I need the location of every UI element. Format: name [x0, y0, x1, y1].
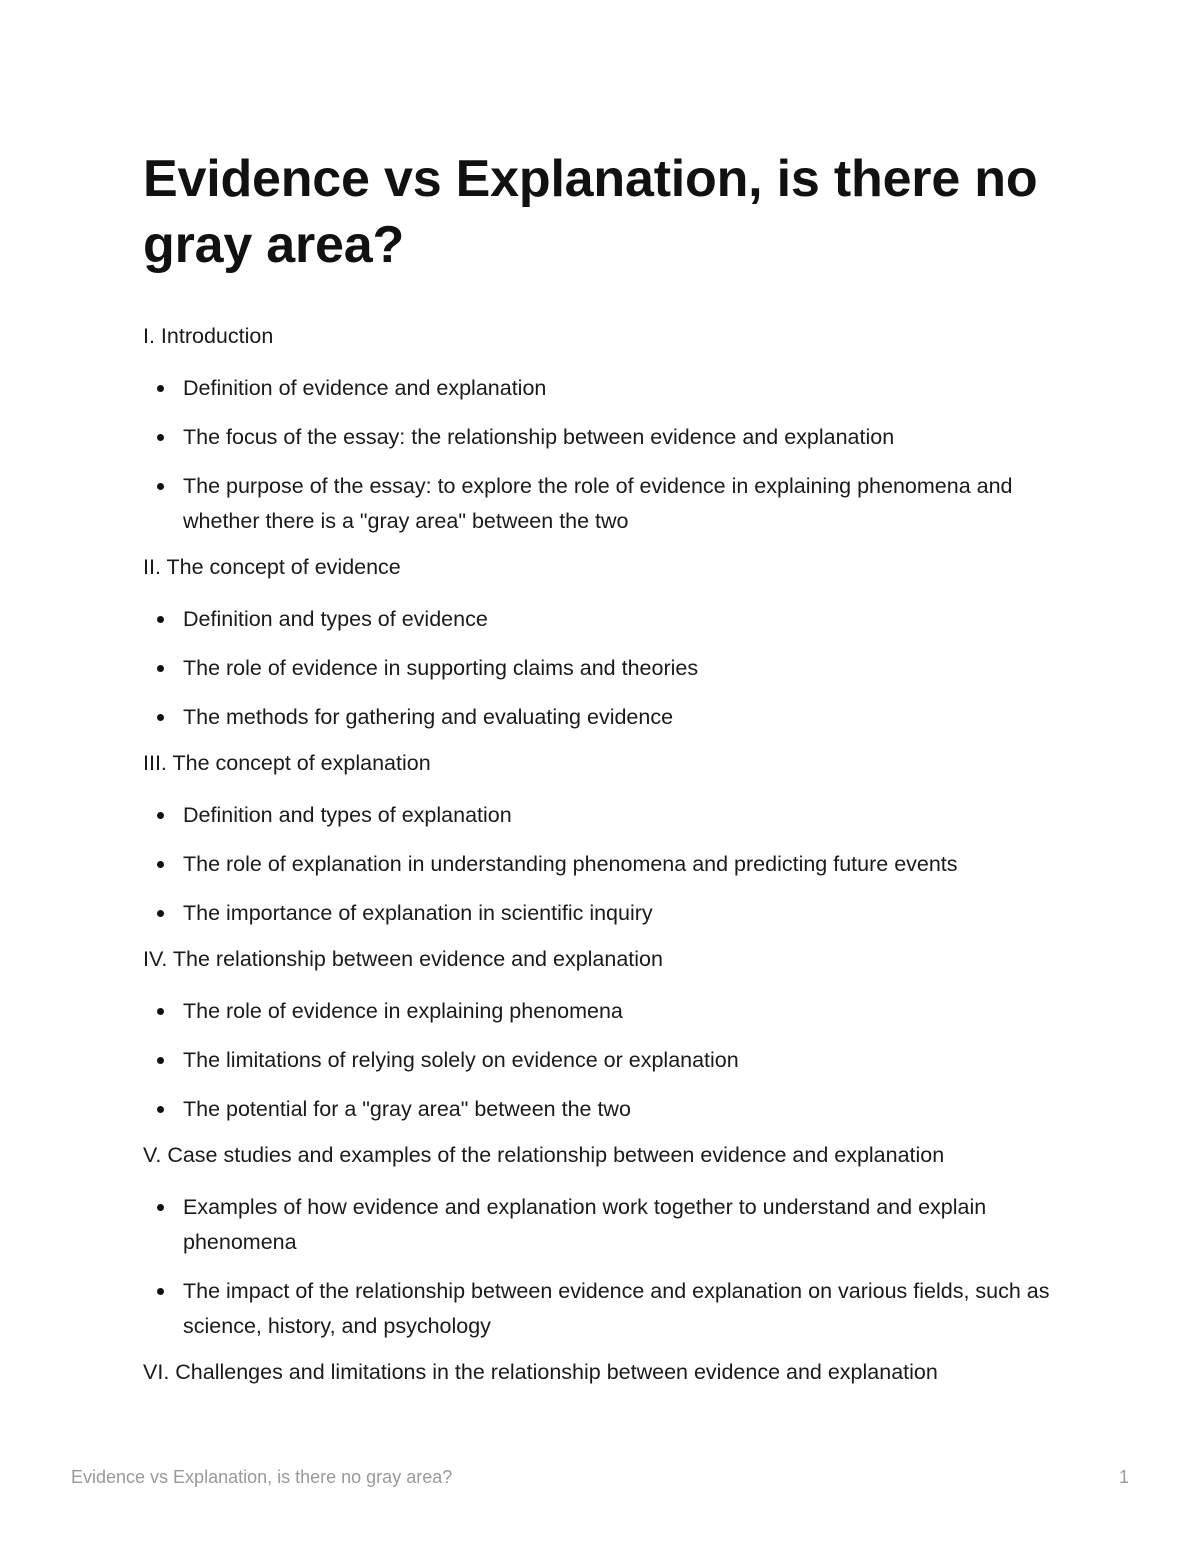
bullet-list: [143, 602, 1073, 735]
footer-document-title: Evidence vs Explanation, is there no gray area?: [71, 1467, 453, 1487]
bullet-dot-icon: [157, 910, 164, 917]
bullet-list: [143, 798, 1073, 931]
bullet-text: The purpose of the essay: to explore the role of evidence in explaining phenomena and whether there is a "gray area" between the two: [183, 474, 1013, 533]
section-heading: I. Introduction: [143, 324, 274, 348]
bullet-item: [143, 798, 1073, 833]
bullet-text: The methods for gathering and evaluating evidence: [183, 705, 674, 729]
outline-section: [143, 322, 1073, 539]
bullet-dot-icon: [157, 812, 164, 819]
bullet-text: The role of evidence in supporting claims and theories: [183, 656, 699, 680]
bullet-dot-icon: [157, 1106, 164, 1113]
bullet-text: The role of explanation in understanding phenomena and predicting future events: [183, 852, 958, 876]
bullet-item: [143, 700, 1073, 735]
bullet-text: Examples of how evidence and explanation work together to understand and explain phenomena: [183, 1195, 987, 1254]
bullet-text: The role of evidence in explaining phenomena: [183, 999, 623, 1023]
bullet-text: The importance of explanation in scientific inquiry: [183, 901, 653, 925]
bullet-dot-icon: [157, 434, 164, 441]
bullet-item: [143, 469, 1073, 539]
document-title: Evidence vs Explanation, is there no gray area?: [143, 150, 1038, 274]
bullet-item: [143, 371, 1073, 406]
bullet-text: Definition and types of explanation: [183, 803, 512, 827]
bullet-dot-icon: [157, 385, 164, 392]
bullet-text: Definition of evidence and explanation: [183, 376, 547, 400]
bullet-dot-icon: [157, 714, 164, 721]
bullet-text: The focus of the essay: the relationship between evidence and explanation: [183, 425, 895, 449]
section-heading: II. The concept of evidence: [143, 555, 401, 579]
bullet-item: [143, 896, 1073, 931]
outline-section: [143, 1141, 1073, 1344]
section-heading: V. Case studies and examples of the relationship between evidence and explanation: [143, 1143, 945, 1167]
bullet-dot-icon: [157, 861, 164, 868]
bullet-dot-icon: [157, 483, 164, 490]
section-heading: IV. The relationship between evidence and explanation: [143, 947, 663, 971]
bullet-item: [143, 1190, 1073, 1260]
bullet-item: [143, 1092, 1073, 1127]
bullet-dot-icon: [157, 1057, 164, 1064]
bullet-text: Definition and types of evidence: [183, 607, 488, 631]
bullet-item: [143, 420, 1073, 455]
footer-page-number: 1: [1118, 1467, 1129, 1487]
outline-section: [143, 1358, 1073, 1386]
bullet-dot-icon: [157, 1008, 164, 1015]
bullet-list: [143, 1190, 1073, 1344]
bullet-text: The impact of the relationship between evidence and explanation on various fields, such as science, history, and psychology: [183, 1279, 1050, 1338]
section-heading: III. The concept of explanation: [143, 751, 431, 775]
bullet-text: The potential for a "gray area" between the two: [183, 1097, 631, 1121]
bullet-item: [143, 651, 1073, 686]
outline-section: [143, 945, 1073, 1127]
bullet-dot-icon: [157, 1288, 164, 1295]
bullet-item: [143, 602, 1073, 637]
outline-section: [143, 749, 1073, 931]
bullet-dot-icon: [157, 1204, 164, 1211]
bullet-text: The limitations of relying solely on evidence or explanation: [183, 1048, 739, 1072]
bullet-item: [143, 994, 1073, 1029]
bullet-item: [143, 1274, 1073, 1344]
document-content: [143, 146, 1073, 1407]
bullet-list: [143, 994, 1073, 1127]
bullet-dot-icon: [157, 665, 164, 672]
bullet-item: [143, 847, 1073, 882]
bullet-dot-icon: [157, 616, 164, 623]
outline-section: [143, 553, 1073, 735]
bullet-list: [143, 371, 1073, 539]
outline-sections: [143, 322, 1073, 1386]
bullet-item: [143, 1043, 1073, 1078]
section-heading: VI. Challenges and limitations in the relationship between evidence and explanation: [143, 1360, 938, 1384]
